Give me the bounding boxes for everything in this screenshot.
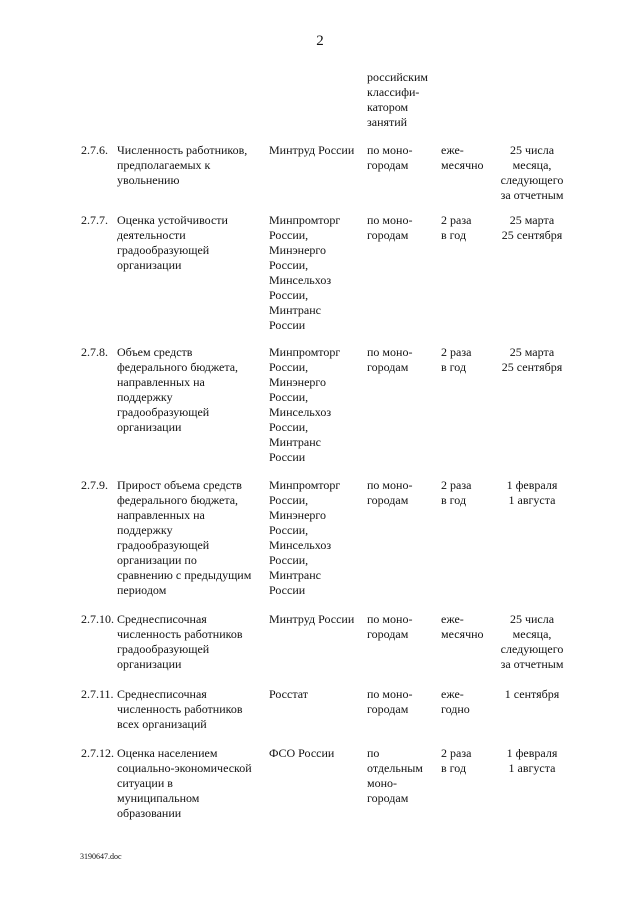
detail-level: по моно- городам — [367, 143, 413, 172]
indicator-name: Прирост объема средств федерального бюджета, направленных на поддержку градообразующей организации по сравнению с предыдущим периодом — [117, 478, 252, 597]
responsible-agency: Минтруд России — [269, 612, 355, 626]
frequency: еже- годно — [441, 687, 470, 716]
detail-level: по моно- городам — [367, 612, 413, 641]
indicator-name: Численность работников, предполагаемых к увольнению — [117, 143, 248, 187]
submission-date: 1 февраля 1 августа — [506, 478, 558, 507]
row-number: 2.7.10. — [81, 612, 114, 626]
responsible-agency: Минтруд России — [269, 143, 355, 157]
submission-date: 1 сентября — [504, 687, 560, 701]
detail-level: по отдельным моно- городам — [367, 746, 423, 805]
indicator-name: Среднесписочная численность работников градообразующей организации — [117, 612, 243, 671]
row-number: 2.7.11. — [81, 687, 114, 701]
document-code: 3190647.doc — [80, 852, 122, 861]
submission-date: 1 февраля 1 августа — [506, 746, 558, 775]
frequency: еже- месячно — [441, 612, 484, 641]
submission-date: 25 марта 25 сентября — [501, 345, 563, 374]
indicator-name: Объем средств федерального бюджета, направленных на поддержку градообразующей организации — [117, 345, 239, 434]
submission-date: 25 числа месяца, следующего за отчетным — [500, 143, 564, 202]
row-number: 2.7.7. — [81, 213, 108, 227]
responsible-agency: Минпромторг России, Минэнерго России, Минсельхоз России, Минтранс России — [269, 345, 341, 464]
responsible-agency: Минпромторг России, Минэнерго России, Минсельхоз России, Минтранс России — [269, 478, 341, 597]
submission-date: 25 марта 25 сентября — [501, 213, 563, 242]
indicator-name: Оценка устойчивости деятельности градообразующей организации — [117, 213, 228, 272]
detail-level: по моно- городам — [367, 213, 413, 242]
detail-level: по моно- городам — [367, 687, 413, 716]
frequency: 2 раза в год — [441, 213, 472, 242]
responsible-agency: Росстат — [269, 687, 308, 701]
indicator-name: Оценка населением социально-экономической ситуации в муниципальном образовании — [117, 746, 252, 820]
page-number: 2 — [316, 33, 324, 49]
row-number: 2.7.12. — [81, 746, 114, 760]
responsible-agency: Минпромторг России, Минэнерго России, Минсельхоз России, Минтранс России — [269, 213, 341, 332]
responsible-agency: ФСО России — [269, 746, 335, 760]
row-number: 2.7.9. — [81, 478, 108, 492]
header-continuation-text: российским классифи- катором занятий — [367, 70, 428, 129]
detail-level: по моно- городам — [367, 345, 413, 374]
row-number: 2.7.8. — [81, 345, 108, 359]
submission-date: 25 числа месяца, следующего за отчетным — [500, 612, 564, 671]
row-number: 2.7.6. — [81, 143, 108, 157]
frequency: 2 раза в год — [441, 478, 472, 507]
frequency: 2 раза в год — [441, 746, 472, 775]
frequency: 2 раза в год — [441, 345, 472, 374]
detail-level: по моно- городам — [367, 478, 413, 507]
frequency: еже- месячно — [441, 143, 484, 172]
indicator-name: Среднесписочная численность работников всех организаций — [117, 687, 243, 731]
